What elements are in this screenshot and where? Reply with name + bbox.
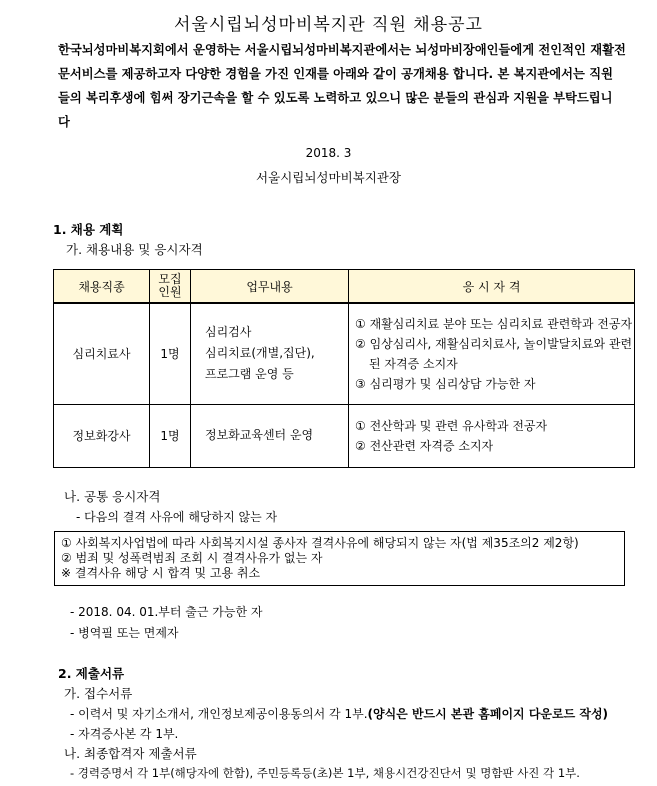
section2-heading: 2. 제출서류 (58, 666, 125, 681)
box-line: ② 범죄 및 성폭력범죄 조회 시 결격사유가 없는 자 (61, 551, 323, 565)
table-row (54, 303, 635, 404)
submission-line-text: - 이력서 및 자기소개서, 개인정보제공이용동의서 각 1부. (70, 707, 368, 721)
section1-heading: 1. 채용 계획 (53, 222, 124, 237)
intro-line: 다 (58, 115, 70, 129)
cell-qualifications (349, 404, 635, 467)
cell-count: 1명 (150, 303, 191, 404)
qualification-item: ③ 심리평가 및 심리상담 가능한 자 (355, 376, 536, 391)
cell-count: 1명 (150, 404, 191, 467)
intro-line: 들의 복리후생에 힘써 장기근속을 할 수 있도록 노력하고 있으니 많은 분들의 관심과 지원을 부탁드립니 (58, 91, 613, 105)
disqualification-box (54, 531, 625, 586)
section2-sub-b: 나. 최종합격자 제출서류 (64, 746, 197, 761)
col-header-count-line: 모집 (158, 272, 182, 286)
qualification-item: ① 전산학과 및 관련 유사학과 전공자 (355, 418, 548, 433)
table-header-row (54, 270, 635, 304)
duty-line: 심리검사 (205, 325, 252, 340)
submission-line: - 자격증사본 각 1부. (70, 727, 179, 741)
qualification-item: ② 임상심리사, 재활심리치료사, 놀이발달치료와 관련된 자격증 소지자 (355, 336, 633, 371)
duty-line: 프로그램 운영 등 (205, 367, 294, 382)
submission-line (70, 705, 608, 722)
duty-line: 정보화교육센터 운영 (205, 428, 314, 442)
intro-line: 문서비스를 제공하고자 다양한 경험을 가진 인재를 아래와 같이 공개채용 합니다. 본 복지관에서는 직원 (58, 67, 613, 81)
col-header-count-line: 인원 (158, 285, 182, 299)
cell-duties (191, 303, 349, 404)
col-header-qualifications: 응 시 자 격 (349, 270, 635, 304)
table-row (54, 404, 635, 467)
extra-qual-line: - 2018. 04. 01.부터 출근 가능한 자 (70, 605, 263, 619)
box-line: ① 사회복지사업법에 따라 사회복지시설 종사자 결격사유에 해당되지 않는 자(법 제35조의2 제2항) (61, 536, 579, 550)
section1-sub-a: 가. 채용내용 및 응시자격 (66, 242, 203, 257)
organization-signature: 서울시립뇌성마비복지관장 (256, 170, 401, 185)
announcement-date: 2018. 3 (305, 146, 352, 160)
document-title: 서울시립뇌성마비복지관 직원 채용공고 (174, 15, 483, 35)
cell-job: 정보화강사 (54, 404, 150, 467)
col-header-count (150, 270, 191, 304)
common-qual-line: - 다음의 결격 사유에 해당하지 않는 자 (76, 510, 278, 524)
section1-sub-b: 나. 공통 응시자격 (64, 489, 161, 504)
section2-sub-a: 가. 접수서류 (64, 686, 133, 701)
box-line: ※ 결격사유 해당 시 합격 및 고용 취소 (61, 566, 261, 580)
final-docs-line: - 경력증명서 각 1부(해당자에 한함), 주민등록등(초)본 1부, 채용시건강진단서 및 명함판 사진 각 1부. (70, 766, 580, 780)
intro-line: 한국뇌성마비복지회에서 운영하는 서울시립뇌성마비복지관에서는 뇌성마비장애인들에게 전인적인 재활전 (58, 43, 626, 57)
cell-qualifications (349, 303, 635, 404)
qualification-item: ① 재활심리치료 분야 또는 심리치료 관련학과 전공자 (355, 316, 633, 331)
cell-duties (191, 404, 349, 467)
intro-paragraph (58, 38, 633, 134)
recruitment-table (53, 269, 635, 468)
extra-qual-line: - 병역필 또는 면제자 (70, 626, 179, 640)
duty-line: 심리치료(개별,집단), (205, 346, 315, 361)
col-header-job: 채용직종 (54, 270, 150, 304)
submission-line-note: (양식은 반드시 본관 홈페이지 다운로드 작성) (367, 707, 609, 721)
cell-job: 심리치료사 (54, 303, 150, 404)
col-header-duties: 업무내용 (191, 270, 349, 304)
qualification-item: ② 전산관련 자격증 소지자 (355, 438, 494, 453)
